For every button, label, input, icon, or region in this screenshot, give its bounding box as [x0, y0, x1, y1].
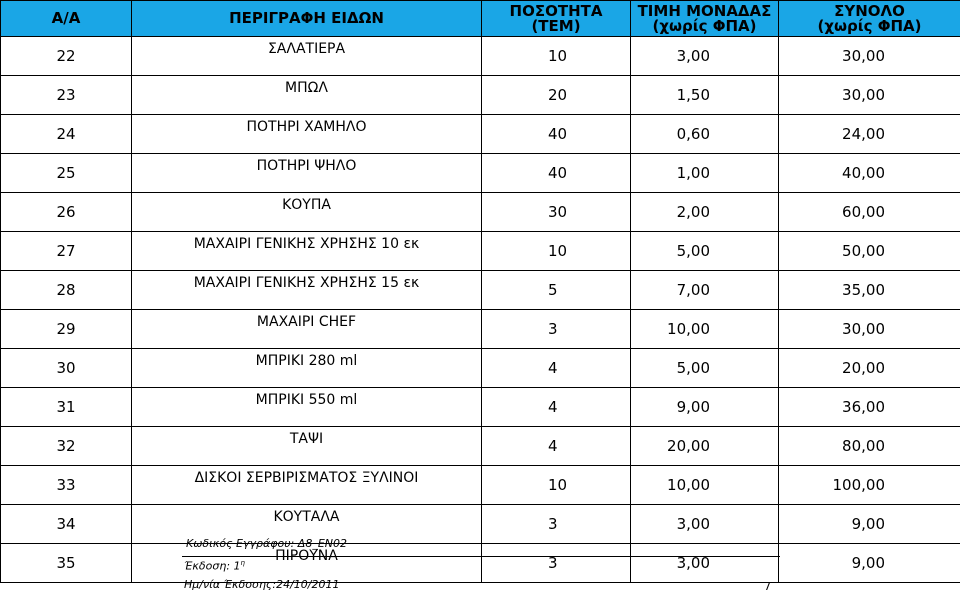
- table-row: [1, 154, 960, 193]
- cell-quantity: 10: [482, 37, 631, 76]
- cell-unit-price: 2,00: [631, 193, 779, 232]
- cell-total: 35,00: [779, 271, 960, 310]
- table-row: [1, 193, 960, 232]
- cell-description: ΜΠΡΙΚΙ 280 ml: [132, 349, 482, 388]
- cell-no: 34: [1, 505, 132, 544]
- cell-total: 80,00: [779, 427, 960, 466]
- cell-no: 23: [1, 76, 132, 115]
- issue-date: Ημ/νία Έκδοσης:24/10/2011: [184, 578, 340, 591]
- cell-no: 25: [1, 154, 132, 193]
- table-row: [1, 310, 960, 349]
- cell-no: 31: [1, 388, 132, 427]
- table-row: [1, 466, 960, 505]
- cell-no: 32: [1, 427, 132, 466]
- table-header: [1, 1, 960, 37]
- cell-description: ΜΑΧΑΙΡΙ ΓΕΝΙΚΗΣ ΧΡΗΣΗΣ 15 εκ: [132, 271, 482, 310]
- header-quantity: ΠΟΣΟΤΗΤΑ (ΤΕΜ): [482, 1, 631, 37]
- cell-quantity: 40: [482, 115, 631, 154]
- cell-quantity: 4: [482, 349, 631, 388]
- table-row: [1, 505, 960, 544]
- cell-unit-price: 7,00: [631, 271, 779, 310]
- cell-no: 27: [1, 232, 132, 271]
- cell-unit-price: 5,00: [631, 349, 779, 388]
- cell-unit-price: 3,00: [631, 505, 779, 544]
- cell-unit-price: 10,00: [631, 466, 779, 505]
- header-description: ΠΕΡΙΓΡΑΦΗ ΕΙΔΩΝ: [132, 1, 482, 37]
- table-row: [1, 349, 960, 388]
- cell-description: ΔΙΣΚΟΙ ΣΕΡΒΙΡΙΣΜΑΤΟΣ ΞΥΛΙΝΟΙ: [132, 466, 482, 505]
- cell-no: 28: [1, 271, 132, 310]
- header-total: ΣΥΝΟΛΟ (χωρίς ΦΠΑ): [779, 1, 960, 37]
- header-no: Α/Α: [1, 1, 132, 37]
- cell-unit-price: 1,00: [631, 154, 779, 193]
- cell-unit-price: 5,00: [631, 232, 779, 271]
- cell-total: 30,00: [779, 76, 960, 115]
- header-unit-price: ΤΙΜΗ ΜΟΝΑΔΑΣ (χωρίς ΦΠΑ): [631, 1, 779, 37]
- cell-quantity: 10: [482, 466, 631, 505]
- cell-total: 50,00: [779, 232, 960, 271]
- cell-no: 30: [1, 349, 132, 388]
- cell-description: ΚΟΥΤΑΛΑ: [132, 505, 482, 544]
- cell-quantity: 40: [482, 154, 631, 193]
- cell-quantity: 3: [482, 544, 631, 583]
- cell-description: ΚΟΥΠΑ: [132, 193, 482, 232]
- cell-unit-price: 0,60: [631, 115, 779, 154]
- cell-quantity: 3: [482, 310, 631, 349]
- table-row: [1, 427, 960, 466]
- cell-description: ΜΠΡΙΚΙ 550 ml: [132, 388, 482, 427]
- cell-total: 24,00: [779, 115, 960, 154]
- cell-description: ΜΠΩΛ: [132, 76, 482, 115]
- table-row: [1, 271, 960, 310]
- table-row: [1, 37, 960, 76]
- cell-unit-price: 3,00: [631, 37, 779, 76]
- table-row: [1, 76, 960, 115]
- edition: Έκδοση: $1^\eta$: [184, 559, 245, 573]
- cell-total: 9,00: [779, 544, 960, 583]
- cell-quantity: 4: [482, 427, 631, 466]
- cell-description: ΜΑΧΑΙΡΙ ΓΕΝΙΚΗΣ ΧΡΗΣΗΣ 10 εκ: [132, 232, 482, 271]
- table-body: [1, 37, 960, 583]
- cell-no: 24: [1, 115, 132, 154]
- cell-total: 9,00: [779, 505, 960, 544]
- cell-unit-price: 1,50: [631, 76, 779, 115]
- cell-description: ΠΙΡΟΥΝΑ: [132, 544, 482, 583]
- cell-no: 33: [1, 466, 132, 505]
- cell-total: 60,00: [779, 193, 960, 232]
- cell-total: 36,00: [779, 388, 960, 427]
- cell-no: 26: [1, 193, 132, 232]
- cell-quantity: 10: [482, 232, 631, 271]
- cell-total: 40,00: [779, 154, 960, 193]
- table-row: [1, 232, 960, 271]
- cell-quantity: 30: [482, 193, 631, 232]
- cell-quantity: 4: [482, 388, 631, 427]
- page-number: 7: [764, 580, 771, 593]
- cell-unit-price: 9,00: [631, 388, 779, 427]
- cell-description: ΤΑΨΙ: [132, 427, 482, 466]
- table-row: [1, 115, 960, 154]
- cell-quantity: 3: [482, 505, 631, 544]
- cell-description: ΠΟΤΗΡΙ ΧΑΜΗΛΟ: [132, 115, 482, 154]
- cell-quantity: 20: [482, 76, 631, 115]
- cell-total: 30,00: [779, 37, 960, 76]
- cell-unit-price: 3,00: [631, 544, 779, 583]
- cell-unit-price: 10,00: [631, 310, 779, 349]
- cell-no: 29: [1, 310, 132, 349]
- table-row: [1, 544, 960, 583]
- cell-quantity: 5: [482, 271, 631, 310]
- cell-description: ΣΑΛΑΤΙΕΡΑ: [132, 37, 482, 76]
- cell-description: ΠΟΤΗΡΙ ΨΗΛΟ: [132, 154, 482, 193]
- cell-total: 100,00: [779, 466, 960, 505]
- cell-no: 35: [1, 544, 132, 583]
- header-row: [1, 1, 960, 37]
- cell-description: ΜΑΧΑΙΡΙ CHEF: [132, 310, 482, 349]
- cell-total: 20,00: [779, 349, 960, 388]
- document-code: Κωδικός Εγγράφου: Δ8_ΕΝ02: [186, 537, 347, 550]
- table-row: [1, 388, 960, 427]
- cell-no: 22: [1, 37, 132, 76]
- footer-divider: [182, 556, 780, 557]
- cell-unit-price: 20,00: [631, 427, 779, 466]
- cell-total: 30,00: [779, 310, 960, 349]
